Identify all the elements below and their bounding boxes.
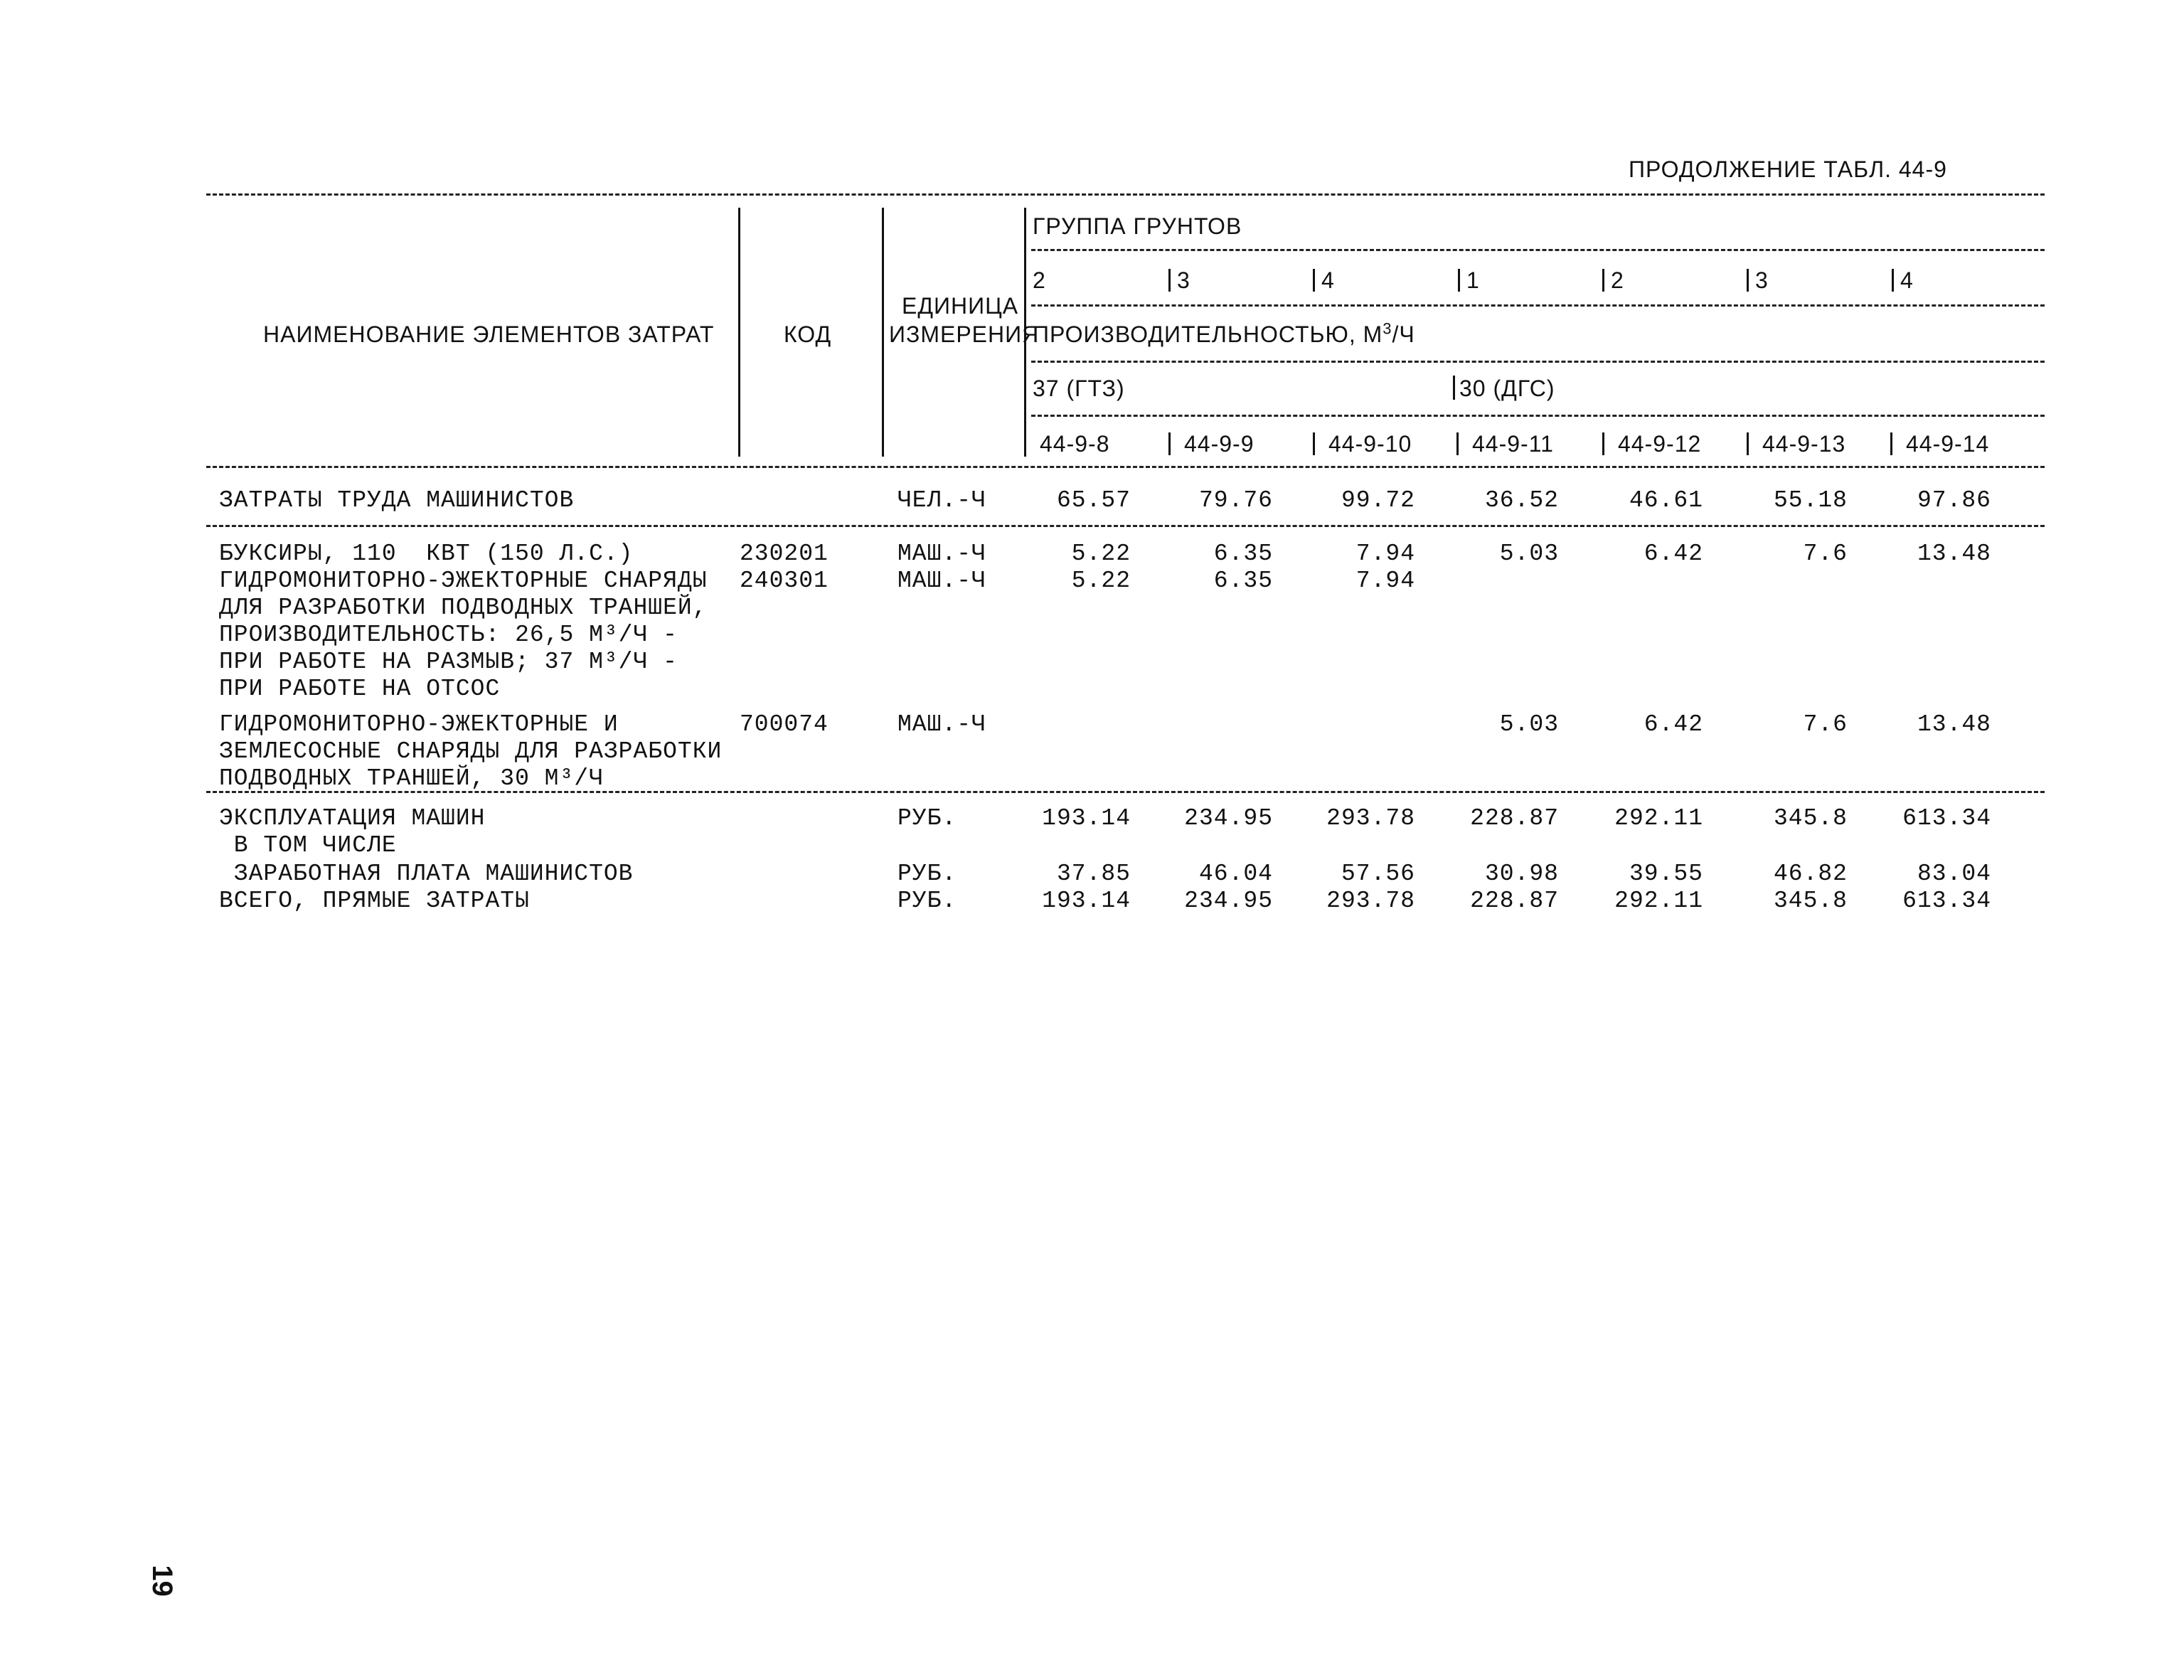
soil-group-separator bbox=[1168, 269, 1171, 292]
table-code-cell: 44-9-11 bbox=[1472, 431, 1554, 457]
value-cell: 36.52 bbox=[1484, 487, 1559, 514]
value-cell: 65.57 bbox=[1056, 487, 1131, 514]
productivity-label: ПРОИЗВОДИТЕЛЬНОСТЬЮ, М bbox=[1033, 321, 1383, 347]
soil-group-number: 1 bbox=[1466, 267, 1480, 293]
machine-unit: МАШ.-Ч bbox=[897, 711, 986, 738]
value-cell: 57.56 bbox=[1341, 861, 1415, 887]
soil-group-separator bbox=[1458, 269, 1460, 292]
page-number: 19 bbox=[146, 1565, 178, 1597]
value-cell: 234.95 bbox=[1184, 888, 1273, 914]
value-cell: 83.04 bbox=[1917, 861, 1991, 887]
code-separator bbox=[1602, 432, 1604, 455]
value-cell: 234.95 bbox=[1184, 805, 1273, 831]
value-cell: 13.48 bbox=[1917, 711, 1991, 738]
header-unit-line2: ИЗМЕРЕНИЯ bbox=[889, 321, 1040, 347]
soil-group-separator bbox=[1602, 269, 1604, 292]
value-cell: 345.8 bbox=[1773, 888, 1848, 914]
soil-group-separator bbox=[1892, 269, 1894, 292]
header-soil-group: ГРУППА ГРУНТОВ bbox=[1033, 213, 1242, 239]
value-cell: 228.87 bbox=[1470, 805, 1559, 831]
header-productivity-b: 30 (ДГС) bbox=[1459, 376, 1555, 401]
soil-group-number: 2 bbox=[1611, 267, 1624, 293]
soil-group-number: 2 bbox=[1033, 267, 1046, 293]
soil-group-separator bbox=[1747, 269, 1749, 292]
value-cell: 6.35 bbox=[1213, 568, 1273, 594]
code-separator bbox=[1168, 432, 1171, 455]
table-code-cell: 44-9-9 bbox=[1184, 431, 1255, 457]
total-name: ВСЕГО, ПРЯМЫЕ ЗАТРАТЫ bbox=[219, 888, 530, 914]
code-separator bbox=[1313, 432, 1315, 455]
total-name: ЭКСПЛУАТАЦИЯ МАШИН bbox=[219, 805, 486, 831]
top-rule bbox=[206, 193, 2045, 196]
machine-name-line: ПОДВОДНЫХ ТРАНШЕЙ, 30 М³/Ч bbox=[219, 765, 604, 792]
value-cell: 5.03 bbox=[1499, 711, 1559, 738]
value-cell: 345.8 bbox=[1773, 805, 1848, 831]
machine-name-line: ПРИ РАБОТЕ НА РАЗМЫВ; 37 М³/Ч - bbox=[219, 649, 678, 675]
table-code-cell: 44-9-8 bbox=[1040, 431, 1110, 457]
value-cell: 193.14 bbox=[1042, 805, 1131, 831]
value-cell: 46.82 bbox=[1773, 861, 1848, 887]
machine-name-line: ПРОИЗВОДИТЕЛЬНОСТЬ: 26,5 М³/Ч - bbox=[219, 622, 678, 648]
total-name: В ТОМ ЧИСЛЕ bbox=[219, 832, 397, 858]
table-code-cell: 44-9-10 bbox=[1328, 431, 1412, 457]
value-cell: 613.34 bbox=[1902, 805, 1991, 831]
labor-unit: ЧЕЛ.-Ч bbox=[897, 487, 986, 514]
value-cell: 293.78 bbox=[1326, 805, 1415, 831]
value-cell: 7.94 bbox=[1355, 568, 1415, 594]
header-productivity-a: 37 (ГТЗ) bbox=[1033, 376, 1125, 401]
value-cell: 30.98 bbox=[1484, 861, 1559, 887]
value-cell: 193.14 bbox=[1042, 888, 1131, 914]
code-separator bbox=[1456, 432, 1459, 455]
value-cell: 5.22 bbox=[1071, 568, 1131, 594]
value-cell: 46.04 bbox=[1198, 861, 1273, 887]
header-separator-code-unit bbox=[882, 208, 884, 457]
value-cell: 293.78 bbox=[1326, 888, 1415, 914]
header-rule-4 bbox=[1031, 415, 2045, 417]
value-cell: 37.85 bbox=[1056, 861, 1131, 887]
soil-group-number: 3 bbox=[1177, 267, 1190, 293]
machine-code: 240301 bbox=[740, 568, 829, 594]
soil-group-number: 3 bbox=[1755, 267, 1769, 293]
soil-group-number: 4 bbox=[1900, 267, 1914, 293]
header-unit-line1: ЕДИНИЦА bbox=[902, 293, 1019, 319]
machine-name-line: ПРИ РАБОТЕ НА ОТСОС bbox=[219, 676, 501, 702]
value-cell: 13.48 bbox=[1917, 541, 1991, 567]
header-bottom-rule bbox=[206, 466, 2045, 468]
machine-unit: МАШ.-Ч bbox=[897, 568, 986, 594]
value-cell: 292.11 bbox=[1614, 805, 1703, 831]
value-cell: 97.86 bbox=[1917, 487, 1991, 514]
labor-name: ЗАТРАТЫ ТРУДА МАШИНИСТОВ bbox=[219, 487, 575, 514]
header-name-column: НАИМЕНОВАНИЕ ЭЛЕМЕНТОВ ЗАТРАТ bbox=[263, 321, 715, 347]
value-cell: 7.6 bbox=[1803, 541, 1848, 567]
machine-name-line: ЗЕМЛЕСОСНЫЕ СНАРЯДЫ ДЛЯ РАЗРАБОТКИ bbox=[219, 738, 723, 765]
value-cell: 79.76 bbox=[1198, 487, 1273, 514]
value-cell: 46.61 bbox=[1629, 487, 1703, 514]
table-code-cell: 44-9-13 bbox=[1762, 431, 1846, 457]
total-unit: РУБ. bbox=[897, 805, 957, 831]
machine-code: 700074 bbox=[740, 711, 829, 738]
code-separator bbox=[1890, 432, 1892, 455]
value-cell: 6.42 bbox=[1644, 541, 1703, 567]
header-separator-name-code bbox=[738, 208, 740, 457]
value-cell: 6.35 bbox=[1213, 541, 1273, 567]
value-cell: 228.87 bbox=[1470, 888, 1559, 914]
value-cell: 55.18 bbox=[1773, 487, 1848, 514]
value-cell: 6.42 bbox=[1644, 711, 1703, 738]
superscript-3: 3 bbox=[1383, 319, 1392, 338]
prod-separator bbox=[1453, 376, 1455, 400]
value-cell: 5.22 bbox=[1071, 541, 1131, 567]
header-productivity bbox=[1033, 321, 1415, 348]
machine-name-line: ГИДРОМОНИТОРНО-ЭЖЕКТОРНЫЕ И bbox=[219, 711, 619, 738]
soil-group-number: 4 bbox=[1321, 267, 1335, 293]
table-code-cell: 44-9-14 bbox=[1906, 431, 1990, 457]
code-separator bbox=[1747, 432, 1749, 455]
total-unit: РУБ. bbox=[897, 861, 957, 887]
table-code-cell: 44-9-12 bbox=[1618, 431, 1702, 457]
table-continuation-caption: ПРОДОЛЖЕНИЕ ТАБЛ. 44-9 bbox=[1629, 156, 1947, 182]
total-name: ЗАРАБОТНАЯ ПЛАТА МАШИНИСТОВ bbox=[219, 861, 634, 887]
soil-group-separator bbox=[1024, 269, 1026, 292]
header-rule-2 bbox=[1031, 304, 2045, 307]
value-cell: 5.03 bbox=[1499, 541, 1559, 567]
machine-name-line: БУКСИРЫ, 110 КВТ (150 Л.С.) bbox=[219, 541, 634, 567]
value-cell: 613.34 bbox=[1902, 888, 1991, 914]
header-rule-1 bbox=[1031, 249, 2045, 251]
machine-unit: МАШ.-Ч bbox=[897, 541, 986, 567]
labor-bottom-rule bbox=[206, 525, 2045, 527]
machine-name-line: ГИДРОМОНИТОРНО-ЭЖЕКТОРНЫЕ СНАРЯДЫ bbox=[219, 568, 708, 594]
machines-bottom-rule bbox=[206, 791, 2045, 793]
header-rule-3 bbox=[1031, 361, 2045, 363]
machine-code: 230201 bbox=[740, 541, 829, 567]
value-cell: 99.72 bbox=[1341, 487, 1415, 514]
value-cell: 39.55 bbox=[1629, 861, 1703, 887]
value-cell: 292.11 bbox=[1614, 888, 1703, 914]
machine-name-line: ДЛЯ РАЗРАБОТКИ ПОДВОДНЫХ ТРАНШЕЙ, bbox=[219, 595, 708, 621]
soil-group-separator bbox=[1313, 269, 1315, 292]
productivity-unit: /Ч bbox=[1392, 321, 1415, 347]
value-cell: 7.6 bbox=[1803, 711, 1848, 738]
value-cell: 7.94 bbox=[1355, 541, 1415, 567]
total-unit: РУБ. bbox=[897, 888, 957, 914]
header-code-column: КОД bbox=[784, 321, 832, 347]
